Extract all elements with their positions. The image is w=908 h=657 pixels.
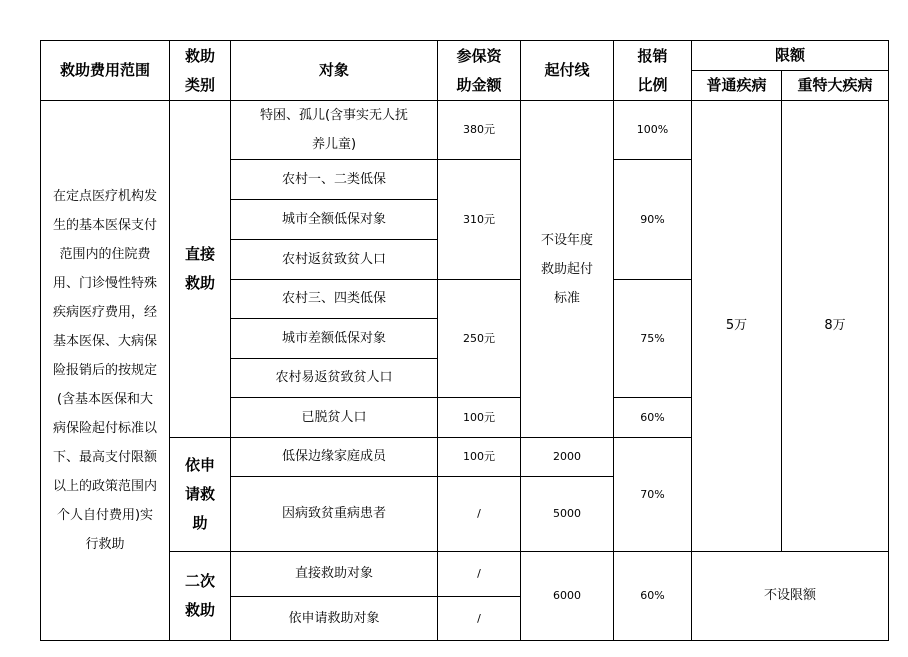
header-limit: 限额 bbox=[692, 41, 889, 71]
header-type: 救助类别 bbox=[170, 41, 231, 101]
header-scope: 救助费用范围 bbox=[41, 41, 170, 101]
ratio: 75% bbox=[614, 280, 692, 398]
ratio: 100% bbox=[614, 101, 692, 160]
target: 低保边缘家庭成员 bbox=[231, 438, 438, 477]
ratio: 70% bbox=[614, 438, 692, 552]
ratio: 60% bbox=[614, 398, 692, 438]
amount: / bbox=[438, 477, 521, 552]
scope-text: 在定点医疗机构发生的基本医保支付范围内的住院费用、门诊慢性特殊疾病医疗费用，经基本医保、大病保险报销后的按规定(含基本医保和大病保险起付标准以下、最高支付限额以上的政策范围内个人自付费用)实行救助 bbox=[41, 101, 170, 641]
threshold: 5000 bbox=[521, 477, 614, 552]
target: 农村一、二类低保 bbox=[231, 160, 438, 200]
ratio: 60% bbox=[614, 552, 692, 641]
threshold: 2000 bbox=[521, 438, 614, 477]
target: 城市全额低保对象 bbox=[231, 200, 438, 240]
category: 二次救助 bbox=[170, 552, 231, 641]
limit-normal: 5万 bbox=[692, 101, 782, 552]
threshold: 不设年度救助起付标准 bbox=[521, 101, 614, 438]
threshold: 6000 bbox=[521, 552, 614, 641]
header-target: 对象 bbox=[231, 41, 438, 101]
amount: 310元 bbox=[438, 160, 521, 280]
medical-aid-table bbox=[40, 40, 889, 641]
header-limit-normal: 普通疾病 bbox=[692, 71, 782, 101]
amount: 100元 bbox=[438, 438, 521, 477]
ratio: 90% bbox=[614, 160, 692, 280]
category: 直接救助 bbox=[170, 101, 231, 438]
target: 城市差额低保对象 bbox=[231, 319, 438, 359]
limit-secondary: 不设限额 bbox=[692, 552, 889, 641]
target: 直接救助对象 bbox=[231, 552, 438, 597]
header-limit-serious: 重特大疾病 bbox=[782, 71, 889, 101]
amount: 380元 bbox=[438, 101, 521, 160]
target: 已脱贫人口 bbox=[231, 398, 438, 438]
target: 因病致贫重病患者 bbox=[231, 477, 438, 552]
header-amount: 参保资助金额 bbox=[438, 41, 521, 101]
amount: / bbox=[438, 552, 521, 597]
target: 特困、孤儿(含事实无人抚养儿童) bbox=[231, 101, 438, 160]
target: 农村易返贫致贫人口 bbox=[231, 359, 438, 398]
category: 依申请救助 bbox=[170, 438, 231, 552]
target: 依申请救助对象 bbox=[231, 597, 438, 641]
header-ratio: 报销比例 bbox=[614, 41, 692, 101]
header-threshold: 起付线 bbox=[521, 41, 614, 101]
limit-serious: 8万 bbox=[782, 101, 889, 552]
amount: 100元 bbox=[438, 398, 521, 438]
target: 农村三、四类低保 bbox=[231, 280, 438, 319]
amount: 250元 bbox=[438, 280, 521, 398]
target: 农村返贫致贫人口 bbox=[231, 240, 438, 280]
amount: / bbox=[438, 597, 521, 641]
